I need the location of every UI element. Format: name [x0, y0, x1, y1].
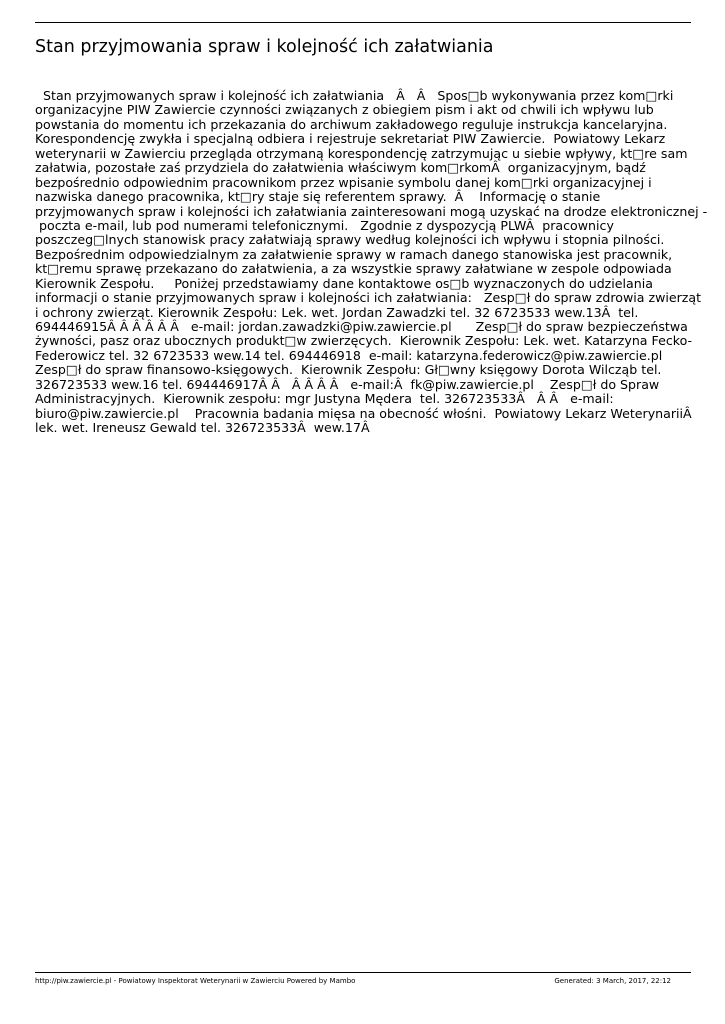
bottom-divider	[35, 972, 691, 973]
body-text-line: lek. wet. Ireneusz Gewald tel. 326723533Â wew.17Â	[35, 420, 370, 436]
body-text-line: nazwiska danego pracownika, kt□ry staje się referentem sprawy. Â Informację o stanie	[35, 189, 601, 205]
body-text-line: poczta e-mail, lub pod numerami telefonicznymi. Zgodnie z dyspozycją PLWÂ pracownicy	[35, 217, 614, 233]
body-text-line: kt□remu sprawę przekazano do załatwienia, a za wszystkie sprawy załatwiane w zespole odpowiada	[35, 261, 672, 277]
body-text-line: żywności, pasz oraz ubocznych produkt□w zwierzęcych. Kierownik Zespołu: Lek. wet. Katarzyna Fecko-	[35, 333, 693, 349]
body-text-line: Kierownik Zespołu. Poniżej przedstawiamy dane kontaktowe os□b wyznaczonych do udzielania	[35, 275, 653, 291]
body-text-line: Federowicz tel. 32 6723533 wew.14 tel. 694446918 e-mail: katarzyna.federowicz@piw.zawiercie.pl	[35, 347, 663, 363]
body-text-line: biuro@piw.zawiercie.pl Pracownia badania mięsa na obecność włośni. Powiatowy Lekarz WeterynariiÂ	[35, 405, 692, 421]
body-text-line: 326723533 wew.16 tel. 694446917Â Â Â Â Â Â e-mail:Â fk@piw.zawiercie.pl Zesp□ł do Spraw	[35, 376, 660, 392]
body-text-line: Administracyjnych. Kierownik zespołu: mgr Justyna Mędera tel. 326723533Â Â Â e-mail:	[35, 391, 614, 407]
body-text-line: i ochrony zwierząt. Kierownik Zespołu: Lek. wet. Jordan Zawadzki tel. 32 6723533 wew.13Â tel.	[35, 304, 639, 320]
body-text-line: weterynarii w Zawierciu przegląda otrzymaną korespondencję zatrzymując u siebie wpływy, kt□re sam	[35, 145, 688, 161]
body-text-line: 694446915Â Â Â Â Â Â e-mail: jordan.zawadzki@piw.zawiercie.pl Zesp□ł do spraw bezpieczeństwa	[35, 319, 688, 334]
footer-generated-date: Generated: 3 March, 2017, 22:12	[554, 977, 671, 985]
body-text-line: Stan przyjmowanych spraw i kolejność ich załatwiania Â Â Spos□b wykonywania przez kom□rki	[35, 88, 674, 103]
body-text-line: Bezpośrednim odpowiedzialnym za załatwienie sprawy w ramach danego stanowiska jest pracownik,	[35, 246, 673, 262]
body-text-line: powstania do momentu ich przekazania do archiwum zakładowego reguluje instrukcja kancelaryjna.	[35, 116, 668, 132]
body-text-line: poszczeg□lnych stanowisk pracy załatwiają sprawy według kolejności ich wpływu i stopnia pilności.	[35, 232, 665, 248]
article-body	[35, 88, 708, 436]
footer-source-text: http://piw.zawiercie.pl - Powiatowy Inspektorat Weterynarii w Zawierciu Powered by Mambo	[35, 977, 356, 985]
body-text-line: informacji o stanie przyjmowanych spraw i kolejności ich załatwiania: Zesp□ł do spraw zdrowia zwierząt	[35, 290, 702, 306]
body-text-line: bezpośrednio odpowiednim pracownikom przez wpisanie symbolu danej kom□rki organizacyjnej i	[35, 174, 652, 190]
page-title: Stan przyjmowania spraw i kolejność ich załatwiania	[35, 37, 494, 57]
body-text-line: załatwia, pozostałe zaś przydziela do załatwienia właściwym kom□rkomÂ organizacyjnym, bądź	[35, 160, 646, 176]
page-footer	[35, 976, 691, 988]
body-text-line: przyjmowanych spraw i kolejności ich załatwiania zainteresowani mogą uzyskać na drodze elektronicznej -	[35, 203, 708, 219]
top-divider	[35, 22, 691, 23]
body-text-line: organizacyjne PIW Zawiercie czynności związanych z obiegiem pism i akt od chwili ich wpływu lub	[35, 102, 654, 118]
body-text-line: Zesp□ł do spraw finansowo-księgowych. Kierownik Zespołu: Gł□wny księgowy Dorota Wilcząb tel.	[35, 362, 662, 378]
body-text-line: Korespondencję zwykła i specjalną odbiera i rejestruje sekretariat PIW Zawiercie. Powiatowy Lekarz	[35, 131, 666, 147]
